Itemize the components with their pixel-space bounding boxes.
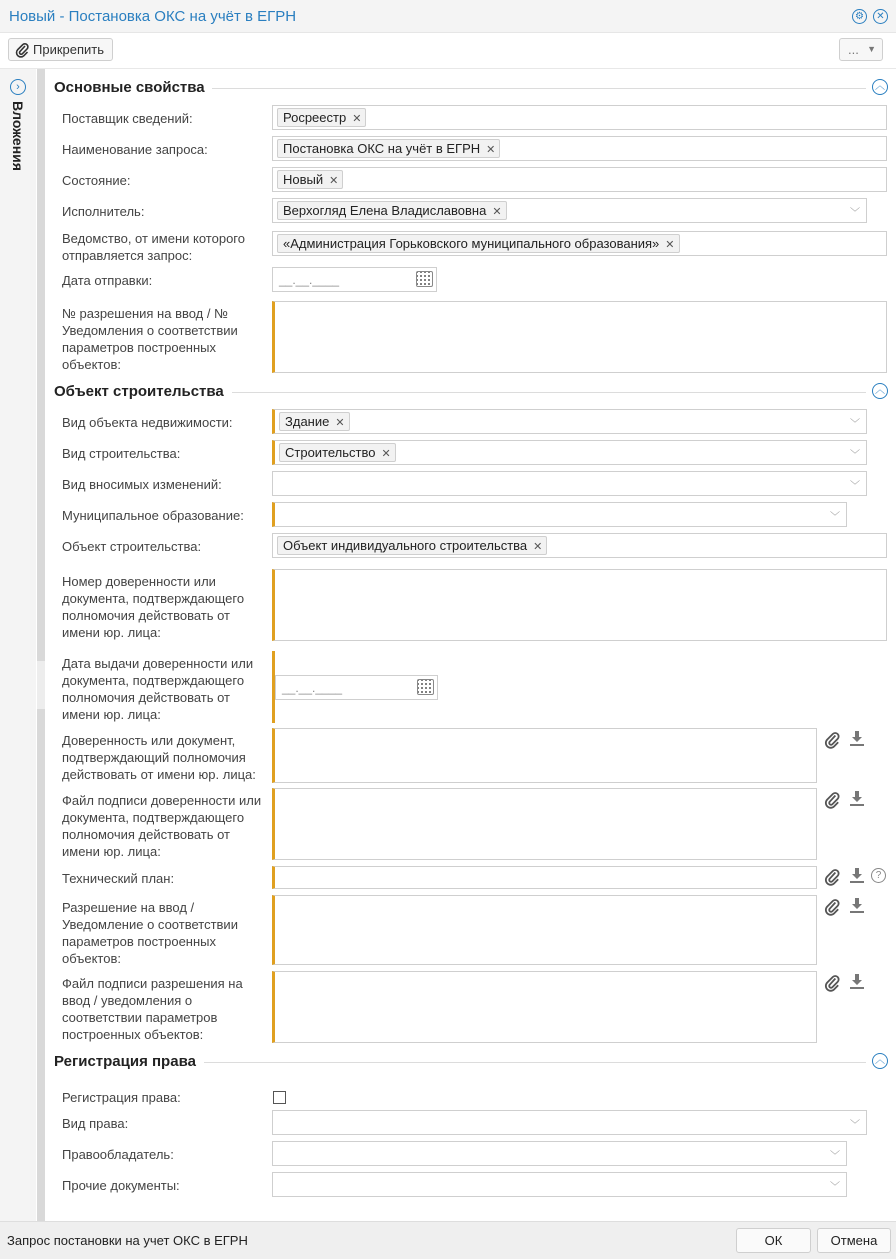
other-docs-select[interactable] <box>272 1172 847 1197</box>
other-docs-label: Прочие документы: <box>62 1178 180 1193</box>
calendar-icon[interactable] <box>416 271 433 287</box>
right-holder-select[interactable] <box>272 1141 847 1166</box>
chevron-down-icon[interactable]: ﹀ <box>830 512 840 523</box>
paperclip-icon[interactable] <box>824 898 840 916</box>
poa-number-textarea[interactable] <box>272 569 887 641</box>
paperclip-icon[interactable] <box>824 974 840 992</box>
request-name-label: Наименование запроса: <box>62 142 208 157</box>
state-field[interactable] <box>272 167 887 192</box>
section-basic-title: Основные свойства <box>54 79 205 96</box>
chevron-down-icon[interactable]: ﹀ <box>850 419 860 430</box>
chevron-down-icon[interactable]: ﹀ <box>830 1151 840 1162</box>
collapse-icon[interactable]: ︿ <box>872 79 888 95</box>
chevron-down-icon: ▼ <box>867 44 876 54</box>
agency-field[interactable] <box>272 231 887 256</box>
attachments-sidebar[interactable] <box>0 69 36 1221</box>
permit-no-label: № разрешения на ввод / № Уведомления о соответствии параметров построенных объектов: <box>62 306 238 372</box>
supplier-value: Росреестр <box>283 110 347 125</box>
construction-type-value: Строительство <box>285 445 376 460</box>
right-type-label: Вид права: <box>62 1116 129 1131</box>
construction-type-select[interactable] <box>272 440 867 465</box>
send-date-placeholder: __.__.____ <box>279 273 340 287</box>
agency-chip[interactable] <box>277 234 680 253</box>
property-type-value: Здание <box>285 414 330 429</box>
chevron-down-icon[interactable]: ﹀ <box>850 481 860 492</box>
poa-sig-label: Файл подписи доверенности или документа, подтверждающего полномочия действовать от имени юр. лица: <box>62 793 262 859</box>
sidebar-splitter[interactable] <box>37 69 45 1221</box>
chevron-down-icon[interactable]: ﹀ <box>850 208 860 219</box>
supplier-chip[interactable] <box>277 108 366 127</box>
collapse-icon[interactable]: ︿ <box>872 1053 888 1069</box>
construction-object-field[interactable] <box>272 533 887 558</box>
section-divider <box>232 392 866 393</box>
executor-label: Исполнитель: <box>62 204 145 219</box>
property-type-label: Вид объекта недвижимости: <box>62 415 233 430</box>
change-type-select[interactable] <box>272 471 867 496</box>
executor-select[interactable] <box>272 198 867 223</box>
supplier-field[interactable] <box>272 105 887 130</box>
toolbar <box>0 33 896 69</box>
construction-object-value: Объект индивидуального строительства <box>283 538 528 553</box>
right-reg-checkbox[interactable] <box>273 1091 286 1104</box>
attach-button-label: Прикрепить <box>33 42 105 57</box>
remove-icon[interactable]: ✕ <box>381 448 391 460</box>
expand-icon[interactable]: › <box>10 79 26 95</box>
construction-object-label: Объект строительства: <box>62 539 202 554</box>
executor-chip[interactable] <box>277 201 507 220</box>
chevron-down-icon[interactable]: ﹀ <box>830 1182 840 1193</box>
send-date-input[interactable] <box>272 267 437 292</box>
property-type-chip[interactable] <box>279 412 350 431</box>
request-name-field[interactable] <box>272 136 887 161</box>
chevron-down-icon[interactable]: ﹀ <box>850 450 860 461</box>
section-rights-title: Регистрация права <box>54 1053 196 1070</box>
request-name-value: Постановка ОКС на учёт в ЕГРН <box>283 141 481 156</box>
permit-no-textarea[interactable] <box>272 301 887 373</box>
poa-doc-label: Доверенность или документ, подтверждающий полномочия действовать от имени юр. лица: <box>62 733 256 782</box>
municipality-label: Муниципальное образование: <box>62 508 244 523</box>
more-button-label: ... <box>848 42 859 57</box>
close-icon[interactable]: ✕ <box>873 9 888 24</box>
right-reg-label: Регистрация права: <box>62 1090 181 1105</box>
construction-type-label: Вид строительства: <box>62 446 181 461</box>
municipality-select[interactable] <box>272 502 847 527</box>
remove-icon[interactable]: ✕ <box>533 541 543 553</box>
poa-doc-field[interactable] <box>272 728 817 783</box>
download-icon[interactable] <box>850 974 864 989</box>
ok-button[interactable]: ОК <box>736 1228 811 1253</box>
download-icon[interactable] <box>850 731 864 746</box>
state-value: Новый <box>283 172 324 187</box>
state-chip[interactable] <box>277 170 343 189</box>
attach-button[interactable] <box>8 38 113 61</box>
remove-icon[interactable]: ✕ <box>492 206 502 218</box>
settings-icon[interactable]: ⚙ <box>852 9 867 24</box>
permit-sig-field[interactable] <box>272 971 817 1043</box>
collapse-icon[interactable]: ︿ <box>872 383 888 399</box>
paperclip-icon <box>15 42 29 58</box>
change-type-label: Вид вносимых изменений: <box>62 477 222 492</box>
state-label: Состояние: <box>62 173 131 188</box>
cancel-button[interactable]: Отмена <box>817 1228 891 1253</box>
download-icon[interactable] <box>850 791 864 806</box>
sidebar-label: Вложения <box>10 101 26 171</box>
right-holder-label: Правообладатель: <box>62 1147 174 1162</box>
request-name-chip[interactable] <box>277 139 500 158</box>
poa-date-input[interactable] <box>275 675 438 700</box>
poa-number-label: Номер доверенности или документа, подтверждающего полномочия действовать от имени юр. лица: <box>62 574 245 640</box>
remove-icon[interactable]: ✕ <box>352 113 362 125</box>
remove-icon[interactable]: ✕ <box>486 144 496 156</box>
tech-plan-field[interactable] <box>272 866 817 889</box>
download-icon[interactable] <box>850 898 864 913</box>
agency-label: Ведомство, от имени которого отправляется запрос: <box>62 231 245 263</box>
remove-icon[interactable]: ✕ <box>335 417 345 429</box>
chevron-down-icon[interactable]: ﹀ <box>850 1120 860 1131</box>
permit-doc-field[interactable] <box>272 895 817 965</box>
status-text: Запрос постановки на учет ОКС в ЕГРН <box>7 1233 248 1248</box>
executor-value: Верхогляд Елена Владиславовна <box>283 203 487 218</box>
title-bar <box>0 0 896 33</box>
paperclip-icon[interactable] <box>824 868 840 886</box>
section-object-title: Объект строительства <box>54 383 224 400</box>
poa-sig-field[interactable] <box>272 788 817 860</box>
poa-date-label: Дата выдачи доверенности или документа, подтверждающего полномочия действовать от имени юр. лица: <box>62 656 254 722</box>
property-type-select[interactable] <box>272 409 867 434</box>
poa-date-wrapper <box>272 651 437 723</box>
window-title: Новый - Постановка ОКС на учёт в ЕГРН <box>9 8 297 25</box>
construction-object-chip[interactable] <box>277 536 547 555</box>
supplier-label: Поставщик сведений: <box>62 111 193 126</box>
permit-doc-label: Разрешение на ввод / Уведомление о соответствии параметров построенных объектов: <box>62 900 238 966</box>
more-button[interactable] <box>839 38 883 61</box>
tech-plan-label: Технический план: <box>62 871 175 886</box>
remove-icon[interactable]: ✕ <box>665 239 675 251</box>
permit-sig-label: Файл подписи разрешения на ввод / уведомления о соответствии параметров построенных объектов: <box>62 976 243 1042</box>
paperclip-icon[interactable] <box>824 731 840 749</box>
help-icon[interactable]: ? <box>871 868 886 883</box>
paperclip-icon[interactable] <box>824 791 840 809</box>
calendar-icon[interactable] <box>417 679 434 695</box>
agency-value: «Администрация Горьковского муниципального образования» <box>283 236 660 251</box>
section-divider <box>212 88 866 89</box>
remove-icon[interactable]: ✕ <box>329 175 339 187</box>
right-type-select[interactable] <box>272 1110 867 1135</box>
construction-type-chip[interactable] <box>279 443 396 462</box>
section-divider <box>204 1062 866 1063</box>
poa-date-placeholder: __.__.____ <box>282 681 343 695</box>
download-icon[interactable] <box>850 868 864 883</box>
send-date-label: Дата отправки: <box>62 273 153 288</box>
status-bar <box>0 1221 896 1259</box>
